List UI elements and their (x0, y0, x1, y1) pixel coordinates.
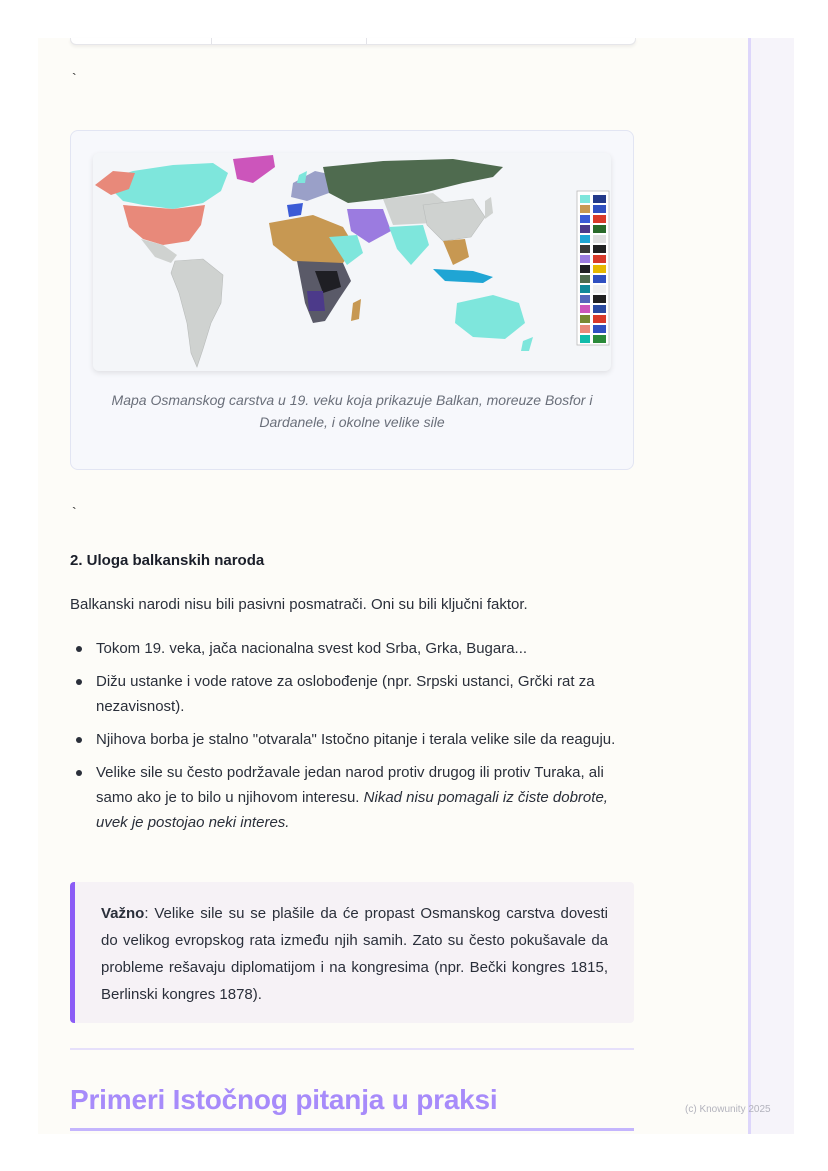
world-map-image (93, 153, 611, 371)
intro-paragraph: Balkanski narodi nisu bili pasivni posmatrači. Oni su bili ključni faktor. (70, 596, 528, 613)
section-divider (70, 1048, 634, 1050)
figure-caption: Mapa Osmanskog carstva u 19. veku koja prikazuje Balkan, moreuze Bosfor i Dardanele, i okolne velike sile (111, 392, 593, 430)
list-item (70, 669, 636, 719)
legend-swatch (580, 335, 590, 343)
japan-shape (485, 197, 493, 219)
list-item-text: Tokom 19. veka, jača nacionalna svest kod Srba, Grka, Bugara... (96, 640, 528, 657)
backtick-mark: ` (72, 504, 77, 520)
flag-icon (593, 335, 606, 343)
flag-icon (593, 275, 606, 283)
flag-icon (593, 205, 606, 213)
figure-card (70, 130, 634, 470)
legend-swatch (580, 265, 590, 273)
bullet-list (70, 636, 636, 843)
heading-underline (70, 1128, 634, 1131)
legend-swatch (580, 235, 590, 243)
legend-swatch (580, 255, 590, 263)
list-item-text: Njihova borba je stalno "otvarala" Istočno pitanje i terala velike sile da reaguju. (96, 731, 616, 748)
angola-shape (307, 291, 325, 311)
legend-swatch (580, 225, 590, 233)
bullet-dot (76, 679, 82, 685)
right-margin-rail (748, 38, 794, 1134)
bullet-dot (76, 737, 82, 743)
greenland-shape (233, 155, 275, 183)
flag-icon (593, 305, 606, 313)
flag-icon (593, 195, 606, 203)
legend-swatch (580, 325, 590, 333)
france-shape (287, 203, 303, 217)
backtick-mark: ` (72, 70, 77, 86)
callout-label: Važno (101, 905, 145, 922)
flag-icon (593, 295, 606, 303)
important-callout (70, 882, 634, 1023)
list-item (70, 760, 636, 835)
list-item (70, 727, 636, 752)
flag-icon (593, 325, 606, 333)
flag-icon (593, 225, 606, 233)
table-column-divider (366, 38, 367, 44)
legend-swatch (580, 305, 590, 313)
south-america-shape (171, 259, 223, 367)
usa-shape (123, 205, 205, 245)
legend-swatch (580, 295, 590, 303)
china-shape (423, 199, 485, 241)
new-zealand-shape (521, 337, 533, 351)
section-heading: 2. Uloga balkanskih naroda (70, 552, 265, 569)
indochina-shape (443, 239, 469, 265)
flag-icon (593, 265, 606, 273)
next-section-heading: Primeri Istočnog pitanja u praksi (70, 1084, 498, 1115)
flag-icon (593, 235, 606, 243)
legend-swatch (580, 245, 590, 253)
world-map-svg (93, 153, 611, 371)
legend-swatch (580, 285, 590, 293)
copyright-note: (c) Knowunity 2025 (685, 1104, 771, 1115)
callout-body: : Velike sile su se plašile da će propast Osmanskog carstva dovesti do velikog evropskog rata između njih samih. Zato su često pokušavale da probleme rešavaju diplomatijom i na kongresima (npr. Bečki kongres 1815, Berlinski kongres 1878). (101, 905, 608, 1003)
flag-icon (593, 245, 606, 253)
list-item-emphasis: Nikad nisu pomagali iz čiste dobrote, uvek je postojao neki interes. (96, 789, 608, 831)
table-column-divider (211, 38, 212, 44)
list-item-text: Velike sile su često podržavale jedan narod protiv drugog ili protiv Turaka, ali samo ako je to bilo u njihovom interesu. (96, 764, 604, 806)
flag-icon (593, 285, 606, 293)
legend-swatch (580, 215, 590, 223)
bullet-dot (76, 770, 82, 776)
legend-swatch (580, 205, 590, 213)
flag-icon (593, 255, 606, 263)
australia-shape (455, 295, 525, 339)
callout-text (101, 900, 608, 1008)
flag-icon (593, 215, 606, 223)
flag-icon (593, 315, 606, 323)
madagascar-shape (351, 299, 361, 321)
legend-swatch (580, 275, 590, 283)
bullet-dot (76, 646, 82, 652)
legend-swatch (580, 315, 590, 323)
list-item (70, 636, 636, 661)
table-bottom-edge (70, 38, 636, 45)
legend-swatch (580, 195, 590, 203)
india-shape (389, 225, 429, 265)
list-item-text: Dižu ustanke i vode ratove za oslobođenje (npr. Srpski ustanci, Grčki rat za nezavisnost). (96, 673, 595, 715)
indonesia-shape (433, 269, 493, 283)
map-legend (577, 191, 609, 345)
